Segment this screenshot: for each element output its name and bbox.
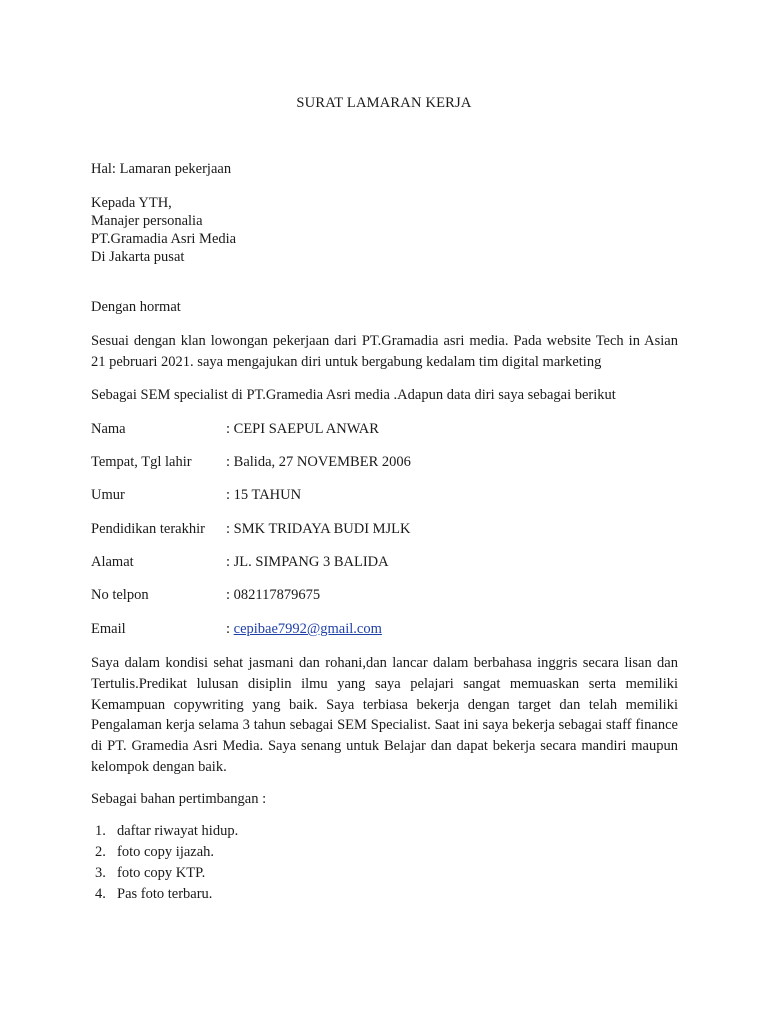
education-value: : SMK TRIDAYA BUDI MJLK: [226, 521, 411, 537]
recipient-line-1: Kepada YTH,: [91, 195, 172, 211]
name-value: : CEPI SAEPUL ANWAR: [226, 421, 379, 437]
attachment-number-4: 4.: [95, 886, 106, 902]
attachment-number-2: 2.: [95, 844, 106, 860]
attachment-item-1: daftar riwayat hidup.: [117, 823, 239, 839]
letter-title: SURAT LAMARAN KERJA: [296, 95, 472, 111]
greeting: Dengan hormat: [91, 299, 181, 315]
email-row: [226, 620, 382, 638]
recipient-line-4: Di Jakarta pusat: [91, 249, 185, 265]
phone-value: : 082117879675: [226, 587, 321, 603]
attachment-number-3: 3.: [95, 865, 106, 881]
body-paragraph: Saya dalam kondisi sehat jasmani dan rohani,dan lancar dalam berbahasa inggris secara lisan dan Tertulis.Predikat lulusan disiplin ilmu yang saya pelajari sangat memuaskan serta memiliki Kemampuan copywriting yang baik. Saya terbiasa bekerja dengan target dan telah memiliki Pengalaman kerja selama 3 tahun sebagai SEM Specialist. Saat ini saya bekerja sebagai staff finance di PT. Gramedia Asri Media. Saya senang untuk Belajar dan dapat bekerja secara mandiri maupun kelompok dengan baik.: [91, 655, 678, 775]
age-value: : 15 TAHUN: [226, 487, 302, 503]
attachment-item-3: foto copy KTP.: [117, 865, 206, 881]
attachment-item-4: Pas foto terbaru.: [117, 886, 213, 902]
intro-paragraph: Sesuai dengan klan lowongan pekerjaan dari PT.Gramadia asri media. Pada website Tech in Asian 21 pebruari 2021. saya mengajukan diri untuk bergabung kedalam tim digital marketing: [91, 333, 678, 370]
birth-value: : Balida, 27 NOVEMBER 2006: [226, 454, 411, 470]
address-value: : JL. SIMPANG 3 BALIDA: [226, 554, 389, 570]
phone-label: No telpon: [91, 587, 149, 603]
attachment-number-1: 1.: [95, 823, 106, 839]
email-colon: :: [226, 621, 231, 637]
recipient-line-3: PT.Gramadia Asri Media: [91, 231, 237, 247]
attachment-item-2: foto copy ijazah.: [117, 844, 215, 860]
name-label: Nama: [91, 421, 126, 437]
email-label: Email: [91, 621, 126, 637]
education-label: Pendidikan terakhir: [91, 521, 205, 537]
age-label: Umur: [91, 487, 125, 503]
consideration-heading: Sebagai bahan pertimbangan :: [91, 791, 267, 807]
letter-subject: Hal: Lamaran pekerjaan: [91, 161, 232, 177]
email-link[interactable]: cepibae7992@gmail.com: [233, 621, 382, 637]
address-label: Alamat: [91, 554, 134, 570]
position-line: Sebagai SEM specialist di PT.Gramedia Asri media .Adapun data diri saya sebagai berikut: [91, 387, 616, 403]
recipient-line-2: Manajer personalia: [91, 213, 203, 229]
birth-label: Tempat, Tgl lahir: [91, 454, 192, 470]
